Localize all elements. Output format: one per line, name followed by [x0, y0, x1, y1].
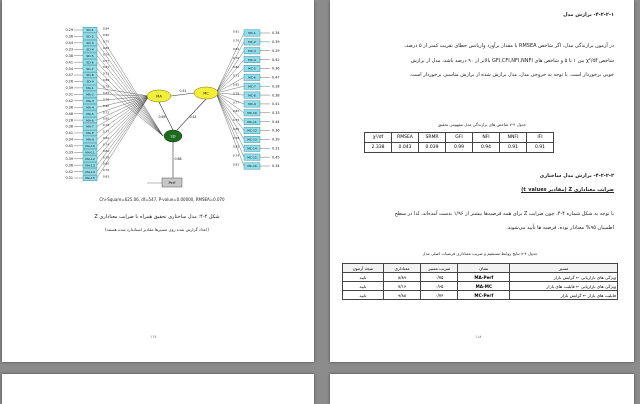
loading-edge [216, 93, 244, 148]
indicator-label: MC-9 [248, 102, 256, 107]
path-coefficients-table [342, 263, 618, 300]
indicator-label: MC-2 [248, 40, 256, 45]
table-row [343, 291, 618, 300]
error-variance-label: 0.38 [65, 124, 73, 129]
indicator-label: MA-9 [86, 137, 94, 142]
indicator-label: MA-8 [86, 131, 94, 136]
indicator-label: SD-2 [86, 34, 94, 39]
paths-header-cell: نشان [458, 264, 510, 273]
path-description-cell: قابلیت های بازار ← گرایش بازار [510, 291, 618, 300]
paragraph-z-line-2: اطمینان ۹۵% معنادار بوده، فرضیه ها تأیید می‌شوند. [506, 225, 614, 231]
error-variance-label: 0.42 [65, 169, 73, 174]
page-number: ۱۱۸ [475, 334, 482, 339]
path-significance-cell: ۷/۱۶ [383, 282, 420, 291]
error-variance-label: 0.34 [65, 66, 73, 71]
model-fit-stats-line: Chi-Square=625.06, df=547, P-value=0.00000, RMSEA=0.070 [99, 197, 225, 202]
factor-loading-label: 0.76 [232, 56, 240, 60]
document-page-left [2, 0, 314, 362]
latent-label: MA [156, 94, 162, 99]
latent-label: MC [203, 91, 209, 96]
factor-loading-label: 0.81 [232, 29, 240, 34]
indicator-label: MC-6 [248, 75, 256, 80]
fit-value-cell: 0.99 [446, 143, 473, 153]
error-variance-label: 0.44 [65, 41, 73, 46]
factor-loading-label: 0.85 [102, 116, 110, 121]
paths-header-cell: معناداری [383, 264, 420, 273]
factor-loading-label: 0.82 [102, 148, 110, 153]
paths-table-header-row [343, 264, 618, 273]
loading-edge [216, 93, 244, 122]
structural-model-diagram [2, 0, 314, 190]
indicator-label: MC-7 [248, 84, 256, 89]
error-variance-label: 0.29 [65, 28, 73, 33]
path-result-cell: تایید [343, 282, 384, 291]
fit-header-cell: IFI [527, 133, 554, 143]
figure-caption-note: (اعداد گزارش شده روی مسیرها مقادیر استاندارد شده هستند) [105, 227, 209, 232]
paths-header-cell: مسیر [510, 264, 618, 273]
fit-table-value-row [365, 143, 554, 153]
indicator-label: SD-5 [86, 53, 94, 58]
path-coefficient-cell: ۰/۷۵ [421, 273, 458, 282]
table-row [343, 282, 618, 291]
error-variance-label: 0.36 [272, 128, 280, 133]
path-coefficient-label: 0.69 [158, 115, 166, 119]
paragraph-fit-line-1: در آزمون برازندگی مدل، اگر شاخص RMSEA با مقدار برآورد واریانس خطای تقریب کمتر از ۵ درصد، [404, 43, 614, 49]
indicator-label: MC-4 [248, 57, 256, 62]
indicator-label: MC-5 [248, 66, 256, 71]
error-variance-label: 0.45 [65, 144, 73, 149]
path-coefficient-cell: ۰/۷۳ [421, 291, 458, 300]
factor-loading-label: 0.76 [102, 168, 110, 173]
factor-loading-label: 0.78 [232, 135, 240, 140]
path-significance-cell: ۹/۸۸ [383, 291, 420, 300]
factor-loading-label: 0.83 [102, 90, 110, 95]
path-code-cell: MC-Perf [458, 291, 510, 300]
error-variance-label: 0.28 [65, 118, 73, 123]
factor-loading-label: 0.76 [102, 97, 110, 102]
factor-loading-label: 0.80 [232, 126, 240, 131]
factor-loading-label: 0.75 [102, 39, 110, 44]
error-variance-label: 0.29 [272, 48, 280, 53]
fit-value-cell: 0.91 [527, 143, 554, 153]
indicator-label: SD-8 [86, 73, 94, 78]
error-variance-label: 0.34 [65, 137, 73, 142]
indicator-label: MA-5 [86, 111, 94, 116]
error-variance-label: 0.39 [272, 137, 280, 142]
factor-loading-label: 0.74 [232, 153, 240, 158]
factor-loading-label: 0.81 [102, 135, 110, 140]
paragraph-z-line-1: با توجه به شکل شماره ۴-۴، چون ضرایب Z برای همه فرضیه‌ها بیشتر از ۱/۹۶ بدست آمده‌اند، لذا در سطح [394, 211, 614, 217]
fit-table-header-row [365, 133, 554, 143]
factor-loading-label: 0.81 [232, 162, 240, 167]
path-description-cell: ویژگی های بازاریابی ← قابلیت های بازار [510, 282, 618, 291]
indicator-label: MC-13 [247, 137, 257, 142]
error-variance-label: 0.36 [65, 105, 73, 110]
loading-edge [216, 93, 244, 139]
structural-path-ma-mc [171, 93, 194, 96]
subheading-z-values: ضرایب معناداری Z (مقادیر t_values) [521, 187, 614, 193]
error-variance-label: 0.39 [65, 156, 73, 161]
paths-header-cell: نتیجه آزمون [343, 264, 384, 273]
factor-loading-label: 0.80 [232, 64, 240, 69]
factor-loading-label: 0.75 [232, 118, 240, 123]
error-variance-label: 0.36 [272, 66, 280, 71]
indicator-label: MA-4 [86, 105, 94, 110]
indicator-label: MC-15 [247, 155, 257, 160]
indicator-label: MC-11 [247, 119, 257, 124]
error-variance-label: 0.28 [272, 84, 280, 89]
path-code-cell: MA-Perf [458, 273, 510, 282]
fit-header-cell: NFI [473, 133, 500, 143]
error-variance-label: 0.41 [65, 60, 73, 65]
section-heading-structural: ۴-۲-۲-۲- برازش مدل ساختاری [539, 173, 614, 179]
indicator-label: MA-14 [85, 169, 95, 174]
indicator-label: MC-1 [248, 31, 256, 36]
indicator-label: MA-7 [86, 124, 94, 129]
latent-label: SD [170, 134, 176, 139]
fit-value-cell: 0.94 [473, 143, 500, 153]
factor-loading-label: 0.74 [102, 142, 110, 147]
factor-loading-label: 0.83 [102, 174, 110, 179]
indicator-label: MA-15 [85, 176, 95, 181]
error-variance-label: 0.47 [65, 73, 73, 78]
error-variance-label: 0.26 [65, 79, 73, 84]
error-variance-label: 0.41 [272, 102, 280, 107]
outcome-label: Perf [168, 181, 176, 185]
factor-loading-label: 0.78 [102, 84, 110, 89]
error-variance-label: 0.36 [65, 163, 73, 168]
fit-header-cell: GFI [446, 133, 473, 143]
error-variance-label: 0.44 [272, 119, 280, 124]
error-variance-label: 0.36 [65, 34, 73, 39]
path-result-cell: تایید [343, 273, 384, 282]
error-variance-label: 0.47 [272, 75, 280, 80]
factor-loading-label: 0.84 [232, 47, 240, 52]
factor-loading-label: 0.79 [232, 91, 240, 96]
table-row [343, 273, 618, 282]
fit-header-cell: SRMR [419, 133, 446, 143]
factor-loading-label: 0.83 [232, 144, 240, 149]
indicator-label: SD-3 [86, 41, 94, 46]
indicator-label: MA-13 [85, 163, 95, 168]
factor-loading-label: 0.78 [102, 155, 110, 160]
path-significance-cell: ۸/۸۹ [383, 273, 420, 282]
factor-loading-label: 0.81 [102, 65, 110, 70]
figure-caption: شکل ۴-۴: مدل ساختاری تحقیق همراه با ضرایب معناداری Z [94, 214, 220, 220]
factor-loading-label: 0.82 [102, 45, 110, 50]
factor-loading-label: 0.72 [102, 110, 110, 115]
indicator-label: MC-12 [247, 128, 257, 133]
fit-table-caption: جدول ۴-۷ شاخص های برازندگی مدل مفهومی تحقیق [437, 122, 527, 127]
fit-value-cell: 2.338 [365, 143, 392, 153]
indicator-label: MC-3 [248, 48, 256, 53]
error-variance-label: 0.39 [272, 40, 280, 45]
factor-loading-label: 0.80 [102, 161, 110, 166]
factor-loading-label: 0.84 [102, 26, 110, 31]
factor-loading-label: 0.77 [102, 58, 110, 63]
fit-value-cell: 0.043 [392, 143, 419, 153]
indicator-label: SD-4 [86, 47, 94, 52]
indicator-label: MC-16 [247, 164, 257, 169]
factor-loading-label: 0.80 [102, 33, 110, 38]
factor-loading-label: 0.82 [232, 109, 240, 114]
error-variance-label: 0.34 [272, 31, 280, 36]
error-variance-label: 0.31 [272, 146, 280, 151]
error-variance-label: 0.42 [65, 98, 73, 103]
fit-indices-table [364, 132, 554, 153]
factor-loading-label: 0.73 [102, 71, 110, 76]
path-coefficient-label: 0.88 [174, 157, 182, 161]
fit-value-cell: 0.91 [500, 143, 527, 153]
indicator-label: SD-7 [86, 66, 94, 71]
factor-loading-label: 0.79 [102, 52, 110, 57]
error-variance-label: 0.31 [65, 92, 73, 97]
error-variance-label: 0.38 [65, 53, 73, 58]
indicator-label: MA-10 [85, 144, 95, 149]
factor-loading-label: 0.79 [102, 123, 110, 128]
error-variance-label: 0.31 [65, 176, 73, 181]
paths-header-cell: ضریب مسیر [421, 264, 458, 273]
loading-edge [216, 93, 244, 166]
fit-header-cell: NNFI [500, 133, 527, 143]
indicator-label: MC-14 [247, 146, 257, 151]
path-description-cell: ویژگی های بازاریابی ← گرایش بازار [510, 273, 618, 282]
paragraph-fit-line-3: خوبی برخوردار است. با توجه به خروجی مدل، مدل برازش شده از برازش مناسبی برخوردار است. [409, 72, 614, 78]
error-variance-label: 0.39 [65, 86, 73, 91]
fit-value-cell: 0.039 [419, 143, 446, 153]
error-variance-label: 0.41 [65, 131, 73, 136]
indicator-label: MA-11 [85, 150, 95, 155]
error-variance-label: 0.45 [272, 155, 280, 160]
error-variance-label: 0.38 [272, 93, 280, 98]
paths-table-caption: جدول ۴-۸ نتایج روابط مستقیم و ضریب معناداری فرضیات اصلی مدل [422, 251, 538, 256]
document-page-right [330, 0, 634, 362]
path-code-cell: MA-MC [458, 282, 510, 291]
indicator-label: SD-1 [86, 28, 94, 33]
factor-loading-label: 0.77 [232, 100, 240, 105]
error-variance-label: 0.48 [65, 111, 73, 116]
indicator-label: MA-2 [86, 92, 94, 97]
path-coefficient-label: 0.51 [179, 89, 187, 93]
indicator-label: MA-6 [86, 118, 94, 123]
indicator-label: MA-1 [86, 86, 94, 91]
error-variance-label: 0.33 [272, 111, 280, 115]
fit-header-cell: χ²/df [365, 133, 392, 143]
factor-loading-label: 0.86 [102, 78, 110, 83]
path-result-cell: تایید [343, 291, 384, 300]
factor-loading-label: 0.80 [102, 103, 110, 108]
path-coefficient-label: 0.44 [189, 115, 197, 119]
factor-loading-label: 0.73 [232, 73, 240, 78]
error-variance-label: 0.42 [272, 57, 280, 62]
paragraph-fit-line-2: شاخص χ²/df بین ۱ تا ۵ و شاخص های GFI,CFI,NFI,NNFI بالاتر از ۹۰ درصد باشد، مدل از برازش [410, 58, 614, 64]
section-heading-model-fit: ۴-۲-۲-۱- برازش مدل [563, 12, 614, 18]
error-variance-label: 0.33 [65, 150, 73, 155]
error-variance-label: 0.34 [272, 164, 280, 169]
indicator-label: MA-3 [86, 98, 94, 103]
indicator-label: MC-8 [248, 93, 256, 98]
indicator-label: MC-10 [247, 111, 257, 115]
error-variance-label: 0.33 [65, 47, 73, 52]
indicator-label: MA-12 [85, 156, 95, 161]
page-number: ۱۱۷ [150, 334, 157, 339]
factor-loading-label: 0.77 [102, 129, 110, 134]
fit-header-cell: RMSEA [392, 133, 419, 143]
factor-loading-label: 0.78 [232, 38, 240, 43]
indicator-label: SD-9 [86, 79, 94, 84]
path-coefficient-cell: ۰/۶۵ [421, 282, 458, 291]
indicator-label: SD-6 [86, 60, 94, 65]
factor-loading-label: 0.85 [232, 82, 240, 87]
